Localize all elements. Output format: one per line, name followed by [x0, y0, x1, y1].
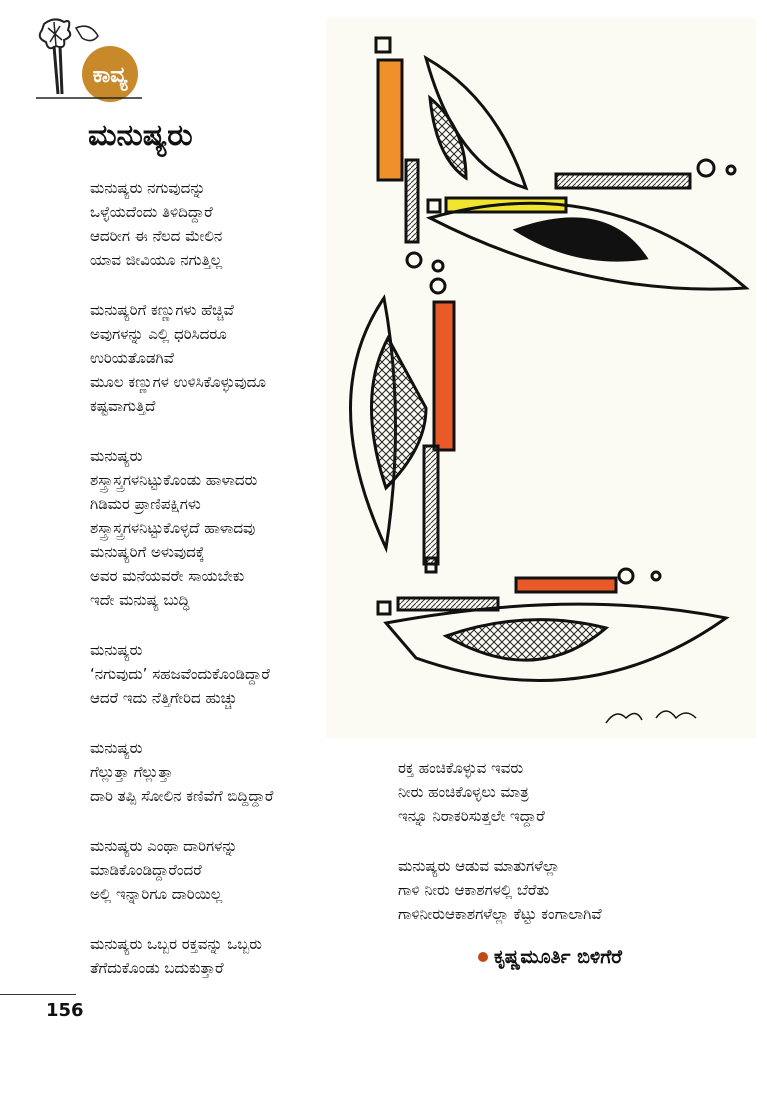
poem-line: ಅವರ ಮನೆಯವರೇ ಸಾಯಬೇಕು: [90, 567, 245, 585]
poem-line: ತೆಗೆದುಕೊಂಡು ಬದುಕುತ್ತಾರೆ: [90, 959, 224, 977]
poem-column-left: [90, 176, 355, 1006]
poem-line: ಮನುಷ್ಯರು: [90, 739, 143, 757]
poem-line: ಆದರೆ ಇದು ನೆತ್ತಿಗೇರಿದ ಹುಚ್ಚು: [90, 689, 238, 707]
poem-line: ಇದೇ ಮನುಷ್ಯ ಬುದ್ಧಿ: [90, 591, 190, 609]
poem-line: ಮನುಷ್ಯರು ಎಂಥಾ ದಾರಿಗಳನ್ನು: [90, 837, 238, 855]
poem-line: ಇನ್ನೂ ನಿರಾಕರಿಸುತ್ತಲೇ ಇದ್ದಾರೆ: [398, 807, 545, 825]
author-credit: [478, 946, 622, 968]
poem-line: ದಾರಿ ತಪ್ಪಿ ಸೋಲಿನ ಕಣಿವೆಗೆ ಬಿದ್ದಿದ್ದಾರೆ: [90, 787, 274, 805]
stanza-9: [398, 854, 748, 926]
stanza-2: [90, 298, 355, 418]
poem-line: ಮನುಷ್ಯರು ಆಡುವ ಮಾತುಗಳೆಲ್ಲಾ: [398, 857, 560, 875]
poem-line: ಮಾಡಿಕೊಂಡಿದ್ದಾರೆಂದರೆ: [90, 861, 202, 879]
poem-line: ಕಷ್ಟವಾಗುತ್ತಿದೆ: [90, 397, 156, 415]
stanza-8: [398, 756, 748, 828]
poem-line: ಯಾವ ಜೀವಿಯೂ ನಗುತ್ತಿಲ್ಲ: [90, 251, 223, 269]
stanza-7: [90, 932, 355, 980]
stanza-6: [90, 834, 355, 906]
stanza-1: [90, 176, 355, 272]
stanza-4: [90, 638, 355, 710]
poem-column-right: [398, 756, 748, 952]
poem-line: ಮನುಷ್ಯರು ನಗುವುದನ್ನು: [90, 179, 206, 197]
poem-line: ಗಾಳಿನೀರುಆಕಾಶಗಳೆಲ್ಲಾ ಕೆಟ್ಟು ಕಂಗಾಲಾಗಿವೆ: [398, 905, 602, 923]
abstract-illustration: [326, 18, 756, 738]
poem-title: ಮನುಷ್ಯರು: [88, 118, 193, 153]
bullet-icon: [478, 952, 488, 962]
poem-line: ರಕ್ತ ಹಂಚಿಕೊಳ್ಳುವ ಇವರು: [398, 759, 524, 777]
poem-line: ಒಳ್ಳೆಯದೆಂದು ತಿಳಿದಿದ್ದಾರೆ: [90, 203, 213, 221]
author-name: ಕೃಷ್ಣಮೂರ್ತಿ ಬಿಳಿಗೆರೆ: [494, 946, 623, 968]
poem-line: ಅವುಗಳನ್ನು ಎಲ್ಲಿ ಧರಿಸಿದರೂ: [90, 325, 227, 343]
poem-line: ಮನುಷ್ಯರಿಗೆ ಕಣ್ಣುಗಳು ಹೆಚ್ಚಿವೆ: [90, 301, 234, 319]
poem-line: ಮನುಷ್ಯರಿಗೆ ಅಳುವುದಕ್ಕೆ: [90, 543, 205, 561]
kavya-logo: [34, 14, 144, 104]
poem-line: ಉರಿಯತೊಡಗಿವೆ: [90, 349, 174, 367]
poem-line: ಅಲ್ಲಿ ಇನ್ನಾರಿಗೂ ದಾರಿಯಿಲ್ಲ: [90, 885, 223, 903]
artist-signature: [606, 711, 696, 723]
stanza-3: [90, 444, 355, 612]
poem-line: ಆದರೀಗ ಈ ನೆಲದ ಮೇಲಿನ: [90, 227, 223, 245]
page-number: 156: [46, 1000, 84, 1021]
poem-line: ಮನುಷ್ಯರು: [90, 447, 143, 465]
logo-text: ಕಾವ್ಯ: [92, 63, 128, 88]
page-number-rule: [0, 994, 76, 995]
poem-line: ಗಾಳಿ ನೀರು ಆಕಾಶಗಳಲ್ಲಿ ಬೆರೆತು: [398, 881, 550, 899]
poem-line: ಮನುಷ್ಯರು ಒಬ್ಬರ ರಕ್ತವನ್ನು ಒಬ್ಬರು: [90, 935, 262, 953]
poem-line: ಶಸ್ತ್ರಾಸ್ತ್ರಗಳನಿಟ್ಟುಕೊಳ್ಳದೆ ಹಾಳಾದವು: [90, 519, 256, 537]
poem-line: ನೀರು ಹಂಚಿಕೊಳ್ಳಲು ಮಾತ್ರ: [398, 783, 529, 801]
poem-line: ಶಸ್ತ್ರಾಸ್ತ್ರಗಳನಿಟ್ಟುಕೊಂಡು ಹಾಳಾದರು: [90, 471, 258, 489]
poem-line: ಗಿಡಿಮರ ಪ್ರಾಣಿಪಕ್ಷಿಗಳು: [90, 495, 201, 513]
stanza-5: [90, 736, 355, 808]
poem-line: ಮನುಷ್ಯರು: [90, 641, 143, 659]
poem-line: ಗೆಲ್ಲುತ್ತಾ ಗೆಲ್ಲುತ್ತಾ: [90, 763, 173, 781]
poem-line: ಮೂಲ ಕಣ್ಣುಗಳ ಉಳಿಸಿಕೊಳ್ಳುವುದೂ: [90, 373, 266, 391]
poem-line: ‘ನಗುವುದು’ ಸಹಜವೆಂದುಕೊಂಡಿದ್ದಾರೆ: [90, 665, 270, 683]
